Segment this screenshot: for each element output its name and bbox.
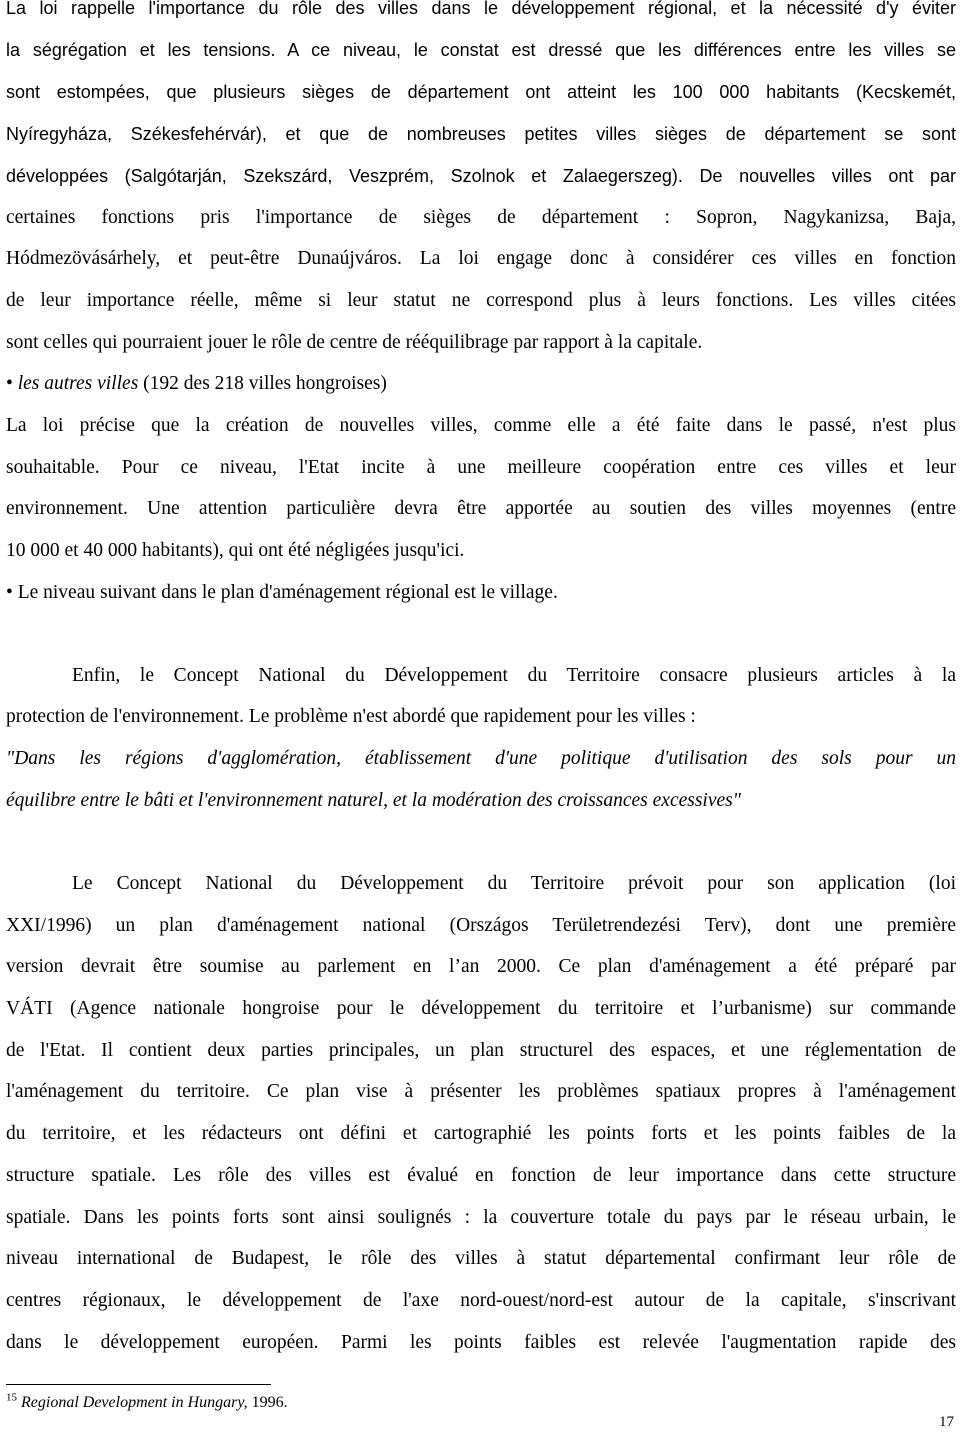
paragraph-line: sont estompées, que plusieurs sièges de département ont atteint les 100 000 habitants (Kecskemét,: [6, 82, 956, 102]
footnote-separator: [6, 1384, 271, 1385]
paragraph-line: certaines fonctions pris l'importance de sièges de département : Sopron, Nagykanizsa, Baja,: [6, 207, 956, 228]
paragraph-line: sont celles qui pourraient jouer le rôle de centre de rééquilibrage par rapport à la capitale.: [6, 332, 703, 353]
paragraph-line: dans le développement européen. Parmi les points faibles est relevée l'augmentation rapide des: [6, 1332, 956, 1353]
paragraph-line: Nyíregyháza, Székesfehérvár), et que de nombreuses petites villes sièges de département se sont: [6, 124, 956, 144]
footnote-title: Regional Development in Hungary,: [21, 1394, 248, 1411]
bullet-village: • Le niveau suivant dans le plan d'aménagement régional est le village.: [6, 582, 558, 603]
paragraph-line: 10 000 et 40 000 habitants), qui ont été négligées jusqu'ici.: [6, 540, 465, 561]
paragraph-line: Hódmezövásárhely, et peut-être Dunaújváros. La loi engage donc à considérer ces villes en fonction: [6, 248, 956, 269]
paragraph-line: XXI/1996) un plan d'aménagement national (Országos Területrendezési Terv), dont une première: [6, 915, 956, 936]
paragraph-line: environnement. Une attention particulière devra être apportée au soutien des villes moyennes (entre: [6, 498, 956, 519]
paragraph-line: Enfin, le Concept National du Développement du Territoire consacre plusieurs articles à la: [72, 665, 956, 686]
quote-line: "Dans les régions d'agglomération, établissement d'une politique d'utilisation des sols pour un: [6, 748, 956, 769]
footnote-year: 1996.: [251, 1394, 288, 1411]
paragraph-line: l'aménagement du territoire. Ce plan vise à présenter les problèmes spatiaux propres à l'aménagement: [6, 1081, 956, 1102]
paragraph-line: souhaitable. Pour ce niveau, l'Etat incite à une meilleure coopération entre ces villes et leur: [6, 457, 956, 478]
paragraph-line: Le Concept National du Développement du Territoire prévoit pour son application (loi: [72, 873, 956, 894]
page-number: 17: [939, 1414, 954, 1430]
paragraph-line: niveau international de Budapest, le rôle des villes à statut départemental confirmant leur rôle de: [6, 1248, 956, 1269]
paragraph-line: de l'Etat. Il contient deux parties principales, un plan structurel des espaces, et une réglementation de: [6, 1040, 956, 1061]
paragraph-line: développées (Salgótarján, Szekszárd, Veszprém, Szolnok et Zalaegerszeg). De nouvelles villes ont par: [6, 166, 956, 186]
paragraph-line: protection de l'environnement. Le problème n'est abordé que rapidement pour les villes :: [6, 706, 696, 727]
paragraph-line: VÁTI (Agence nationale hongroise pour le développement du territoire et l’urbanisme) sur commande: [6, 998, 956, 1019]
paragraph-line: structure spatiale. Les rôle des villes est évalué en fonction de leur importance dans cette structure: [6, 1165, 956, 1186]
paragraph-line: de leur importance réelle, même si leur statut ne correspond plus à leurs fonctions. Les villes citées: [6, 290, 956, 311]
quote-line: équilibre entre le bâti et l'environnement naturel, et la modération des croissances excessives": [6, 790, 741, 811]
paragraph-line: La loi précise que la création de nouvelles villes, comme elle a été faite dans le passé, n'est plus: [6, 415, 956, 436]
paragraph-line: La loi rappelle l'importance du rôle des villes dans le développement régional, et la nécessité d'y éviter: [6, 0, 956, 18]
bullet-marker: •: [6, 373, 13, 394]
paragraph-line: centres régionaux, le développement de l'axe nord-ouest/nord-est autour de la capitale, s'inscrivant: [6, 1290, 956, 1311]
footnote: [6, 1392, 288, 1414]
paragraph-line: du territoire, et les rédacteurs ont défini et cartographié les points forts et les points faibles de la: [6, 1123, 956, 1144]
bullet-rest-text: (192 des 218 villes hongroises): [143, 373, 387, 394]
paragraph-line: spatiale. Dans les points forts sont ainsi soulignés : la couverture totale du pays par le réseau urbain, le: [6, 1207, 956, 1228]
paragraph-line: version devrait être soumise au parlement en l’an 2000. Ce plan d'aménagement a été préparé par: [6, 956, 956, 977]
footnote-number: 15: [6, 1391, 17, 1404]
bullet-autres-villes: [6, 371, 956, 397]
paragraph-line: la ségrégation et les tensions. A ce niveau, le constat est dressé que les différences entre les villes se: [6, 40, 956, 60]
bullet-italic-text: les autres villes: [17, 373, 139, 394]
